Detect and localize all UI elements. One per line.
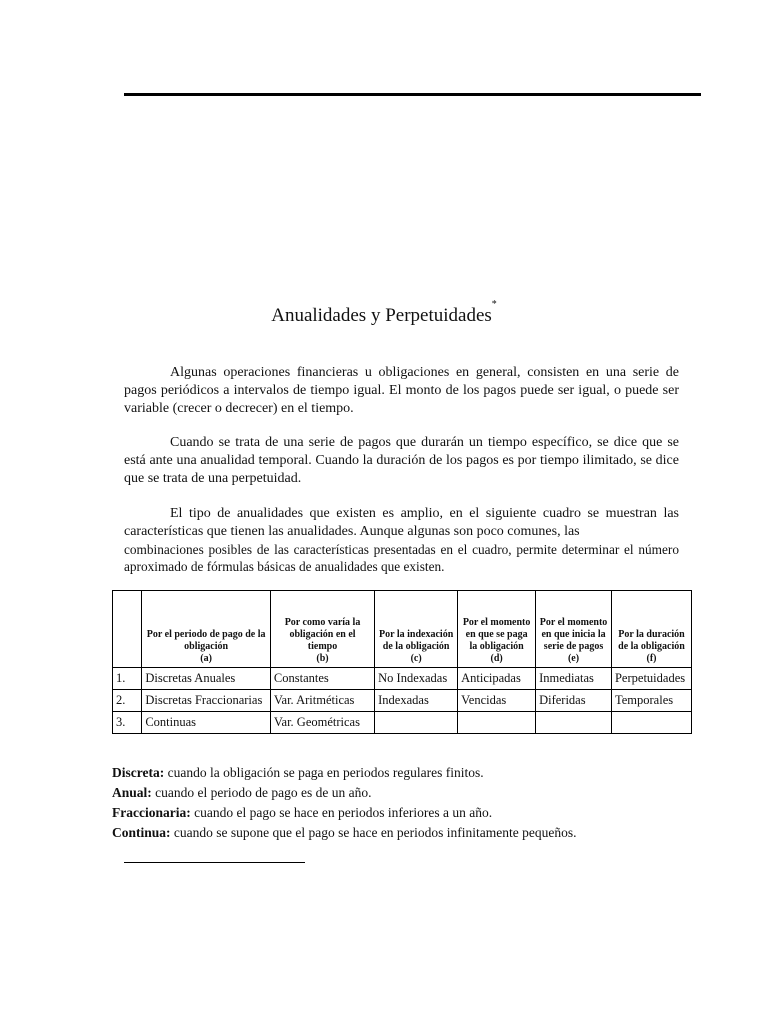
definition-text: cuando el pago se hace en periodos inferiores a un año. bbox=[190, 805, 493, 820]
table-cell: Var. Aritméticas bbox=[270, 690, 374, 712]
table-cell: Anticipadas bbox=[458, 668, 536, 690]
definition-text: cuando el periodo de pago es de un año. bbox=[151, 785, 372, 800]
definition-term: Anual: bbox=[112, 785, 152, 800]
definition-text: cuando se supone que el pago se hace en periodos infinitamente pequeños. bbox=[170, 825, 577, 840]
paragraph-3 bbox=[124, 505, 679, 575]
definition-item bbox=[112, 783, 702, 803]
table-row bbox=[113, 712, 692, 734]
definition-term: Continua: bbox=[112, 825, 171, 840]
table-cell: Perpetuidades bbox=[611, 668, 691, 690]
table-cell: Constantes bbox=[270, 668, 374, 690]
header-col-a: Por el periodo de pago de la obligación (a) bbox=[142, 591, 271, 668]
header-col-c: Por la indexación de la obligación (c) bbox=[375, 591, 458, 668]
paragraph-3-text: El tipo de anualidades que existen es amplio, en el siguiente cuadro se muestran las características que tienen las anualidades. Aunque algunas son poco comunes, las bbox=[124, 506, 679, 539]
table-cell: Discretas Fraccionarias bbox=[142, 690, 271, 712]
table-cell: 2. bbox=[113, 690, 142, 712]
table-header-row bbox=[113, 591, 692, 668]
definition-text: cuando la obligación se paga en periodos regulares finitos. bbox=[164, 765, 484, 780]
table-cell bbox=[458, 712, 536, 734]
header-col-f: Por la duración de la obligación (f) bbox=[611, 591, 691, 668]
paragraph-2: Cuando se trata de una serie de pagos que durarán un tiempo específico, se dice que se está ante una anualidad temporal. Cuando la duración de los pagos es por tiempo ilimitado, se dice que se trata de una perpetuidad. bbox=[124, 435, 679, 486]
table-cell: Vencidas bbox=[458, 690, 536, 712]
definitions-list bbox=[112, 763, 702, 843]
definition-item bbox=[112, 823, 702, 843]
header-col-b: Por como varía la obligación en el tiempo (b) bbox=[270, 591, 374, 668]
annuity-characteristics-table bbox=[112, 590, 692, 734]
table-cell: 3. bbox=[113, 712, 142, 734]
title-text: Anualidades y Perpetuidades bbox=[271, 305, 492, 326]
header-index bbox=[113, 591, 142, 668]
page-title bbox=[0, 299, 768, 327]
table-cell: Inmediatas bbox=[536, 668, 612, 690]
table-cell: Continuas bbox=[142, 712, 271, 734]
table-cell: 1. bbox=[113, 668, 142, 690]
definition-item bbox=[112, 763, 702, 783]
paragraph-1: Algunas operaciones financieras u obligaciones en general, consisten en una serie de pagos periódicos a intervalos de tiempo igual. El monto de los pagos puede ser igual, o puede ser variable (crecer o decrecer) en el tiempo. bbox=[124, 365, 679, 416]
header-col-e: Por el momento en que inicia la serie de pagos (e) bbox=[536, 591, 612, 668]
table-cell: Diferidas bbox=[536, 690, 612, 712]
table-cell: Var. Geométricas bbox=[270, 712, 374, 734]
title-footnote-mark: * bbox=[491, 299, 497, 310]
table-cell: Indexadas bbox=[375, 690, 458, 712]
footnote-rule bbox=[124, 862, 305, 863]
paragraph-3-continuation: combinaciones posibles de las características presentadas en el cuadro, permite determinar el número aproximado de fórmulas básicas de anualidades que existen. bbox=[124, 542, 679, 574]
table-row bbox=[113, 690, 692, 712]
table-cell bbox=[536, 712, 612, 734]
table-cell: Temporales bbox=[611, 690, 691, 712]
definition-term: Discreta: bbox=[112, 765, 165, 780]
definition-item bbox=[112, 803, 702, 823]
header-col-d: Por el momento en que se paga la obligación (d) bbox=[458, 591, 536, 668]
definition-term: Fraccionaria: bbox=[112, 805, 191, 820]
table-cell bbox=[375, 712, 458, 734]
table-row bbox=[113, 668, 692, 690]
table-cell bbox=[611, 712, 691, 734]
table-cell: Discretas Anuales bbox=[142, 668, 271, 690]
table-cell: No Indexadas bbox=[375, 668, 458, 690]
top-rule bbox=[124, 93, 701, 96]
